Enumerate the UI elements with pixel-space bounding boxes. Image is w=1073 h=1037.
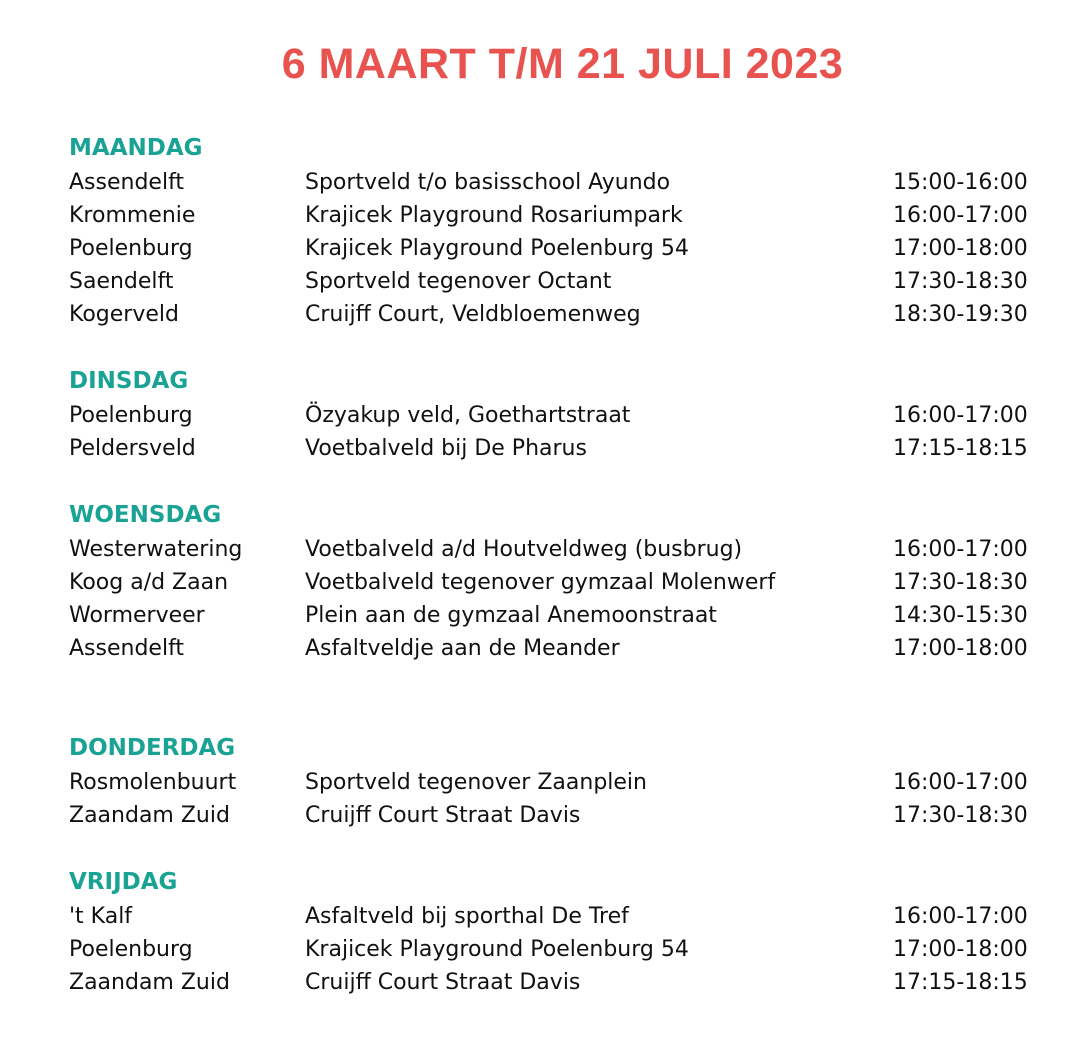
- time: 18:30-19:30: [893, 302, 1028, 327]
- location: Sportveld t/o basisschool Ayundo: [305, 170, 671, 195]
- time: 14:30-15:30: [893, 603, 1028, 628]
- schedule-row: [69, 566, 1059, 599]
- place: Peldersveld: [69, 436, 196, 461]
- location: Voetbalveld tegenover gymzaal Molenwerf: [305, 570, 776, 595]
- time: 17:00-18:00: [893, 636, 1028, 661]
- day-heading: MAANDAG: [69, 135, 203, 161]
- time: 17:15-18:15: [893, 970, 1028, 995]
- time: 16:00-17:00: [893, 904, 1028, 929]
- location: Cruijff Court Straat Davis: [305, 803, 581, 828]
- location: Krajicek Playground Poelenburg 54: [305, 236, 689, 261]
- schedule-row: [69, 166, 1059, 199]
- schedule-row: [69, 632, 1059, 665]
- place: Assendelft: [69, 636, 185, 661]
- schedule-row: [69, 265, 1059, 298]
- place: Poelenburg: [69, 937, 193, 962]
- location: Voetbalveld bij De Pharus: [305, 436, 587, 461]
- schedule-row: [69, 533, 1059, 566]
- location: Krajicek Playground Poelenburg 54: [305, 937, 689, 962]
- location: Sportveld tegenover Zaanplein: [305, 770, 647, 795]
- place: Zaandam Zuid: [69, 803, 230, 828]
- time: 16:00-17:00: [893, 770, 1028, 795]
- location: Plein aan de gymzaal Anemoonstraat: [305, 603, 717, 628]
- location: Asfaltveldje aan de Meander: [305, 636, 620, 661]
- day-block-vrijdag: [69, 864, 1059, 999]
- place: Saendelft: [69, 269, 174, 294]
- day-heading: VRIJDAG: [69, 869, 178, 895]
- day-block-dinsdag: [69, 363, 1059, 465]
- time: 17:30-18:30: [893, 269, 1028, 294]
- schedule-row: [69, 900, 1059, 933]
- time: 16:00-17:00: [893, 537, 1028, 562]
- schedule-row: [69, 599, 1059, 632]
- time: 17:30-18:30: [893, 803, 1028, 828]
- schedule-row: [69, 298, 1059, 331]
- place: 't Kalf: [69, 904, 133, 929]
- day-heading: DONDERDAG: [69, 735, 236, 761]
- place: Kogerveld: [69, 302, 179, 327]
- location: Cruijff Court, Veldbloemenweg: [305, 302, 641, 327]
- page-title: 6 MAART T/M 21 JULI 2023: [281, 40, 844, 88]
- schedule-row: [69, 432, 1059, 465]
- location: Voetbalveld a/d Houtveldweg (busbrug): [305, 537, 743, 562]
- place: Poelenburg: [69, 403, 193, 428]
- place: Poelenburg: [69, 236, 193, 261]
- location: Sportveld tegenover Octant: [305, 269, 612, 294]
- place: Assendelft: [69, 170, 185, 195]
- schedule-row: [69, 399, 1059, 432]
- place: Westerwatering: [69, 537, 243, 562]
- place: Koog a/d Zaan: [69, 570, 229, 595]
- schedule: [69, 130, 1059, 1031]
- time: 17:00-18:00: [893, 937, 1028, 962]
- schedule-row: [69, 799, 1059, 832]
- day-block-donderdag: [69, 730, 1059, 832]
- location: Özyakup veld, Goethartstraat: [305, 403, 631, 428]
- time: 17:30-18:30: [893, 570, 1028, 595]
- day-block-maandag: [69, 130, 1059, 331]
- schedule-row: [69, 966, 1059, 999]
- time: 17:00-18:00: [893, 236, 1028, 261]
- location: Asfaltveld bij sporthal De Tref: [305, 904, 629, 929]
- place: Wormerveer: [69, 603, 205, 628]
- schedule-row: [69, 766, 1059, 799]
- day-heading: DINSDAG: [69, 368, 189, 394]
- place: Rosmolenbuurt: [69, 770, 237, 795]
- time: 17:15-18:15: [893, 436, 1028, 461]
- schedule-row: [69, 199, 1059, 232]
- location: Cruijff Court Straat Davis: [305, 970, 581, 995]
- time: 15:00-16:00: [893, 170, 1028, 195]
- schedule-row: [69, 933, 1059, 966]
- time: 16:00-17:00: [893, 203, 1028, 228]
- time: 16:00-17:00: [893, 403, 1028, 428]
- place: Zaandam Zuid: [69, 970, 230, 995]
- day-block-woensdag: [69, 497, 1059, 665]
- location: Krajicek Playground Rosariumpark: [305, 203, 683, 228]
- place: Krommenie: [69, 203, 196, 228]
- day-heading: WOENSDAG: [69, 502, 222, 528]
- schedule-row: [69, 232, 1059, 265]
